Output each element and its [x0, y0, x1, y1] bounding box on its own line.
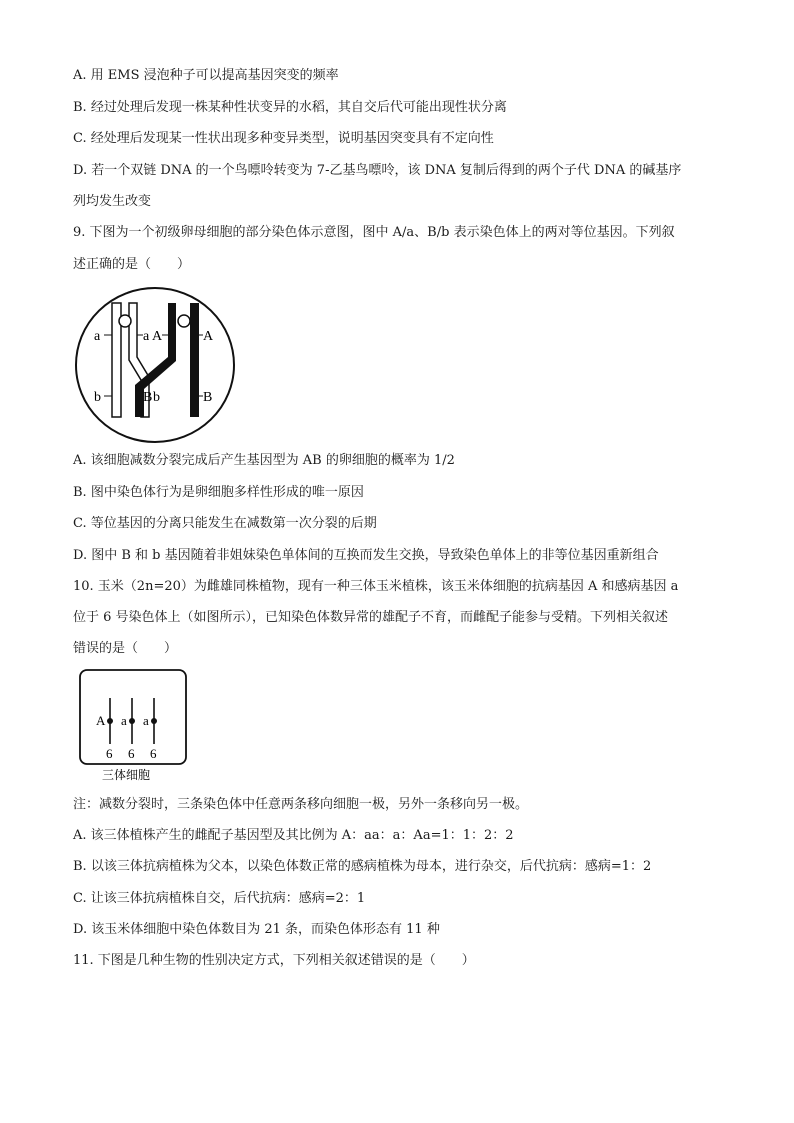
- allele-label: A: [96, 713, 106, 728]
- chromatid-4: [190, 303, 199, 417]
- q8-option-a: A. 用 EMS 浸泡种子可以提高基因突变的频率: [73, 68, 339, 83]
- q11-stem: 11. 下图是几种生物的性别决定方式，下列相关叙述错误的是（ ）: [73, 953, 475, 968]
- gene-label: b: [94, 390, 101, 405]
- q9-option-d: D. 图中 B 和 b 基因随着非姐妹染色单体间的互换而发生交换，导致染色单体上的非等位基因重新组合: [73, 548, 659, 563]
- q9-option-c: C. 等位基因的分离只能发生在减数第一次分裂的后期: [73, 516, 377, 531]
- allele-label: a: [121, 713, 127, 728]
- gene-label: B: [143, 390, 153, 405]
- q10-stem-line3: 错误的是（ ）: [73, 641, 178, 656]
- q9-stem-line2: 述正确的是（ ）: [73, 257, 191, 272]
- chromosome-number: 6: [150, 746, 157, 761]
- chromosome-number: 6: [128, 746, 135, 761]
- q8-option-d-line2: 列均发生改变: [73, 194, 152, 209]
- centromere-left: [119, 315, 131, 327]
- q10-trisomy-figure: [76, 668, 190, 784]
- q9-option-b: B. 图中染色体行为是卵细胞多样性形成的唯一原因: [73, 485, 364, 500]
- gene-label: B: [203, 390, 213, 405]
- locus-1: [107, 718, 113, 724]
- q10-stem-line2: 位于 6 号染色体上（如图所示），已知染色体数异常的雄配子不育，而雌配子能参与受精。下列相关叙述: [73, 610, 669, 625]
- figure-caption: 三体细胞: [102, 768, 151, 782]
- q8-option-b: B. 经过处理后发现一株某种性状变异的水稻，其自交后代可能出现性状分离: [73, 100, 507, 115]
- q8-option-d-line1: D. 若一个双链 DNA 的一个鸟嘌呤转变为 7-乙基鸟嘌呤，该 DNA 复制后得到的两个子代 DNA 的碱基序: [73, 163, 682, 178]
- q10-stem-line1: 10. 玉米（2n=20）为雌雄同株植物，现有一种三体玉米植株，该玉米体细胞的抗病基因 A 和感病基因 a: [73, 579, 679, 594]
- gene-label: a: [94, 329, 101, 344]
- cell-outline: [76, 288, 234, 442]
- locus-2: [129, 718, 135, 724]
- chromosome-number: 6: [106, 746, 113, 761]
- allele-label: a: [143, 713, 149, 728]
- q9-chromosome-figure: [74, 285, 236, 445]
- q10-option-d: D. 该玉米体细胞中染色体数目为 21 条，而染色体形态有 11 种: [73, 922, 440, 937]
- centromere-right: [178, 315, 190, 327]
- q10-note: 注：减数分裂时，三条染色体中任意两条移向细胞一极，另外一条移向另一极。: [73, 797, 529, 812]
- gene-label: A: [152, 329, 163, 344]
- q10-option-b: B. 以该三体抗病植株为父本，以染色体数正常的感病植株为母本，进行杂交，后代抗病：感病=1：2: [73, 859, 652, 874]
- gene-label: a: [143, 329, 150, 344]
- q10-option-c: C. 让该三体抗病植株自交，后代抗病：感病=2：1: [73, 891, 366, 906]
- q8-option-c: C. 经处理后发现某一性状出现多种变异类型，说明基因突变具有不定向性: [73, 131, 494, 146]
- gene-label: A: [203, 329, 214, 344]
- locus-3: [151, 718, 157, 724]
- q9-stem-line1: 9. 下图为一个初级卵母细胞的部分染色体示意图，图中 A/a、B/b 表示染色体上的两对等位基因。下列叙: [73, 225, 675, 240]
- q9-option-a: A. 该细胞减数分裂完成后产生基因型为 AB 的卵细胞的概率为 1/2: [73, 453, 455, 468]
- q10-option-a: A. 该三体植株产生的雌配子基因型及其比例为 A：aa：a：Aa=1：1：2：2: [73, 828, 514, 843]
- gene-label: b: [153, 390, 160, 405]
